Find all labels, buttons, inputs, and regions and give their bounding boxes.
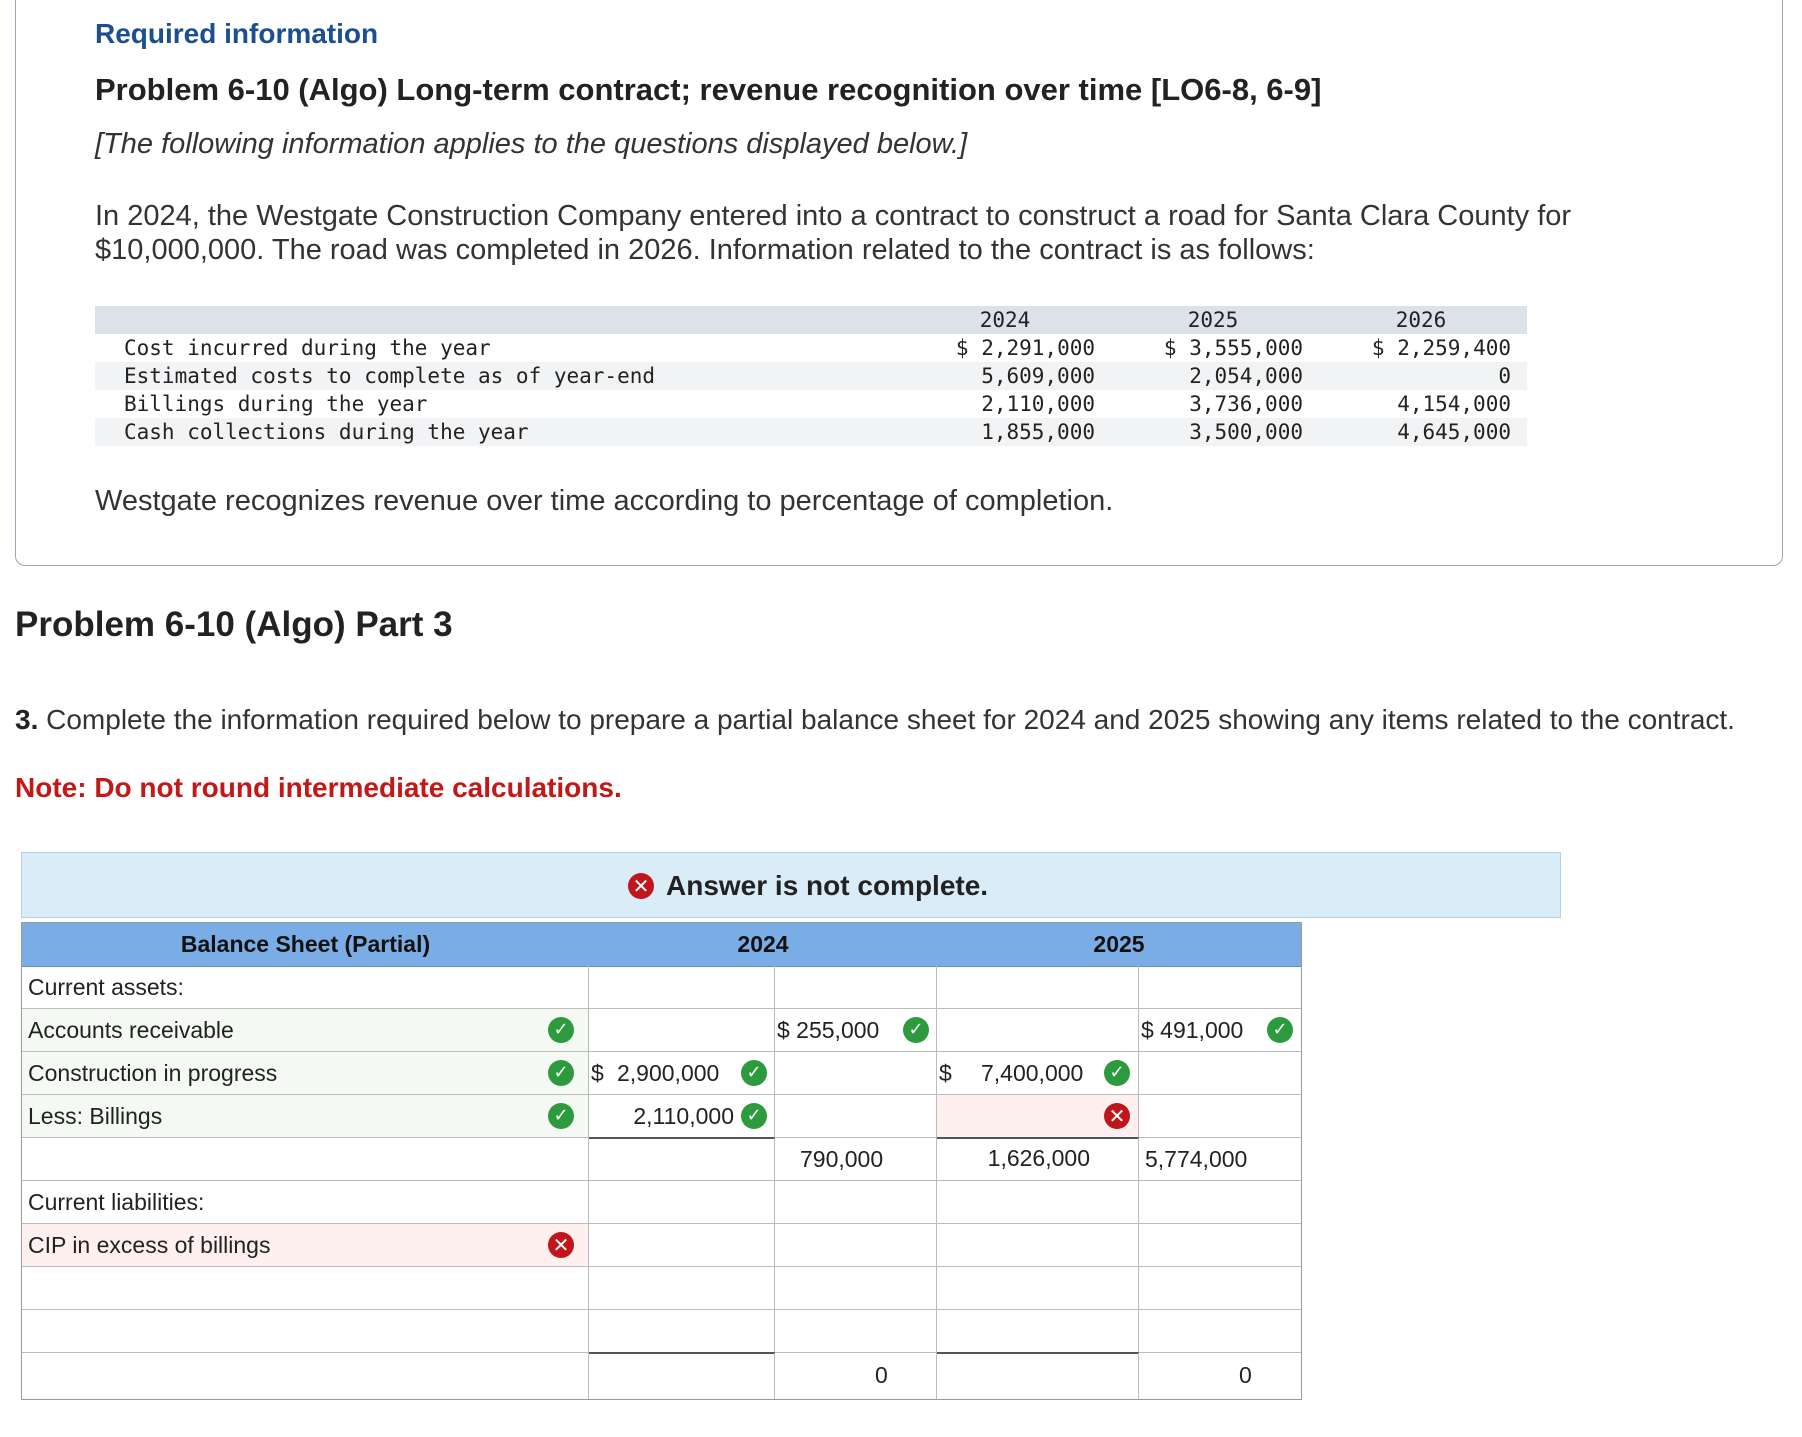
check-circle-icon: ✓ xyxy=(741,1103,767,1129)
empty-cell[interactable] xyxy=(1139,1267,1301,1310)
empty-cell xyxy=(775,1181,937,1224)
empty-cell[interactable] xyxy=(589,1267,775,1310)
question-body: Complete the information required below to prepare a partial balance sheet for 2024 and 2025 showing any items related to the contract. xyxy=(46,704,1735,735)
problem-title: Problem 6-10 (Algo) Long-term contract; revenue recognition over time [LO6-8, 6-9] xyxy=(95,72,1322,107)
cip-excess-2025-input[interactable] xyxy=(937,1224,1139,1267)
cell-value: 2,110,000 xyxy=(981,392,1095,416)
net-2024-value: 790,000 xyxy=(800,1146,884,1172)
accounts-receivable-2024-cell[interactable] xyxy=(775,1009,937,1052)
recognition-note: Westgate recognizes revenue over time according to percentage of completion. xyxy=(95,485,1114,517)
less-billings-2024-cell[interactable] xyxy=(589,1095,775,1138)
construction-in-progress-2025-cell[interactable] xyxy=(937,1052,1139,1095)
current-assets-label: Current assets: xyxy=(22,966,589,1009)
row-label: Cost incurred during the year xyxy=(124,336,491,360)
check-circle-icon: ✓ xyxy=(548,1017,574,1043)
row-label: Estimated costs to complete as of year-end xyxy=(124,364,656,388)
cell-value: 2,054,000 xyxy=(1189,364,1303,388)
less-billings-label: Less: Billings xyxy=(28,1103,163,1129)
construction-in-progress-label: Construction in progress xyxy=(28,1060,278,1086)
question-number: 3. xyxy=(15,704,39,735)
rounding-note: Note: Do not round intermediate calculations. xyxy=(15,772,622,803)
cell-value: 0 xyxy=(1498,364,1511,388)
accounts-receivable-label: Accounts receivable xyxy=(28,1017,234,1043)
contract-data-table xyxy=(95,306,1527,446)
construction-in-progress-2024-cell[interactable] xyxy=(589,1052,775,1095)
problem-intro: In 2024, the Westgate Construction Company entered into a contract to construct a road for Santa Clara County for $10,000,000. The road was completed in 2026. Information related to the contract is as follows: xyxy=(95,200,1572,266)
cell-value: 1,855,000 xyxy=(981,420,1095,444)
cell-value: $ 2,259,400 xyxy=(1371,336,1511,360)
empty-cell xyxy=(1139,966,1301,1009)
less-billings-2025-cell[interactable] xyxy=(937,1095,1139,1171)
current-liabilities-label: Current liabilities: xyxy=(22,1181,589,1224)
answer-status-banner xyxy=(21,852,1561,918)
column-header-2025: 2025 xyxy=(937,923,1301,967)
empty-cell[interactable] xyxy=(775,1267,937,1310)
empty-cell[interactable] xyxy=(589,1310,775,1353)
empty-label-cell[interactable] xyxy=(22,1353,589,1399)
empty-label-cell[interactable] xyxy=(22,1310,589,1353)
empty-label-cell[interactable] xyxy=(22,1138,589,1181)
accounts-receivable-2025-value: $ 491,000 xyxy=(1141,1017,1244,1043)
net-2025-value: 5,774,000 xyxy=(1145,1146,1248,1172)
year-header-2025: 2025 xyxy=(1187,308,1239,332)
empty-cell[interactable] xyxy=(589,1137,775,1181)
less-billings-2025-value: 1,626,000 xyxy=(987,1145,1090,1171)
empty-cell[interactable] xyxy=(1139,1224,1301,1267)
accounts-receivable-2025-cell[interactable] xyxy=(1139,1009,1301,1052)
cip-excess-row-label[interactable] xyxy=(22,1224,589,1267)
answer-status-text: Answer is not complete. xyxy=(666,870,989,901)
cip-excess-2024-input[interactable] xyxy=(589,1224,775,1267)
empty-cell[interactable] xyxy=(775,1095,937,1138)
x-circle-icon: ✕ xyxy=(1104,1103,1130,1129)
table-row xyxy=(95,390,1527,418)
check-circle-icon: ✓ xyxy=(548,1103,574,1129)
question-text xyxy=(15,703,1775,737)
cell-value: 5,609,000 xyxy=(981,364,1095,388)
construction-in-progress-2024-value: 2,900,000 xyxy=(617,1060,720,1086)
check-circle-icon: ✓ xyxy=(1104,1060,1130,1086)
empty-cell[interactable] xyxy=(1139,1052,1301,1095)
empty-cell[interactable] xyxy=(937,1009,1139,1052)
row-label: Billings during the year xyxy=(124,392,428,416)
x-circle-icon: ✕ xyxy=(548,1232,574,1258)
balance-sheet-table xyxy=(21,922,1302,1400)
dollar-sign: $ xyxy=(939,1060,952,1086)
cip-excess-label: CIP in excess of billings xyxy=(28,1232,271,1258)
accounts-receivable-2024-value: $ 255,000 xyxy=(777,1017,880,1043)
problem-applies-note: [The following information applies to the questions displayed below.] xyxy=(95,128,968,160)
construction-in-progress-row-label[interactable] xyxy=(22,1052,589,1095)
check-circle-icon: ✓ xyxy=(903,1017,929,1043)
construction-in-progress-2025-value: 7,400,000 xyxy=(981,1060,1084,1086)
balance-sheet-header-label: Balance Sheet (Partial) xyxy=(22,923,590,967)
empty-cell xyxy=(1139,1181,1301,1224)
empty-cell xyxy=(937,1181,1139,1224)
check-circle-icon: ✓ xyxy=(741,1060,767,1086)
less-billings-2024-value: 2,110,000 xyxy=(633,1103,734,1129)
empty-cell[interactable] xyxy=(1139,1310,1301,1353)
column-header-2024: 2024 xyxy=(589,923,938,967)
empty-cell[interactable] xyxy=(589,1352,775,1399)
empty-cell xyxy=(589,966,775,1009)
empty-label-cell[interactable] xyxy=(22,1267,589,1310)
check-circle-icon: ✓ xyxy=(548,1060,574,1086)
cell-value: 4,154,000 xyxy=(1397,392,1511,416)
row-label: Cash collections during the year xyxy=(124,420,529,444)
dollar-sign: $ xyxy=(591,1060,604,1086)
less-billings-row-label[interactable] xyxy=(22,1095,589,1138)
accounts-receivable-row-label[interactable] xyxy=(22,1009,589,1052)
table-row xyxy=(95,418,1527,446)
empty-cell[interactable] xyxy=(937,1310,1139,1353)
cell-value: 3,736,000 xyxy=(1189,392,1303,416)
total-2024-cell[interactable] xyxy=(775,1353,937,1399)
empty-cell[interactable] xyxy=(775,1052,937,1095)
empty-cell xyxy=(589,1181,775,1224)
check-circle-icon: ✓ xyxy=(1267,1017,1293,1043)
empty-cell[interactable] xyxy=(1139,1095,1301,1138)
required-information-heading: Required information xyxy=(95,18,379,49)
empty-cell[interactable] xyxy=(937,1267,1139,1310)
empty-cell[interactable] xyxy=(589,1009,775,1052)
table-row xyxy=(95,334,1527,362)
empty-cell xyxy=(775,966,937,1009)
total-2024-value: 0 xyxy=(875,1362,888,1388)
cell-value: 4,645,000 xyxy=(1397,420,1511,444)
cell-value: 3,500,000 xyxy=(1189,420,1303,444)
table-row xyxy=(95,362,1527,390)
year-header-2026: 2026 xyxy=(1395,308,1447,332)
empty-cell[interactable] xyxy=(937,1137,1139,1181)
empty-cell xyxy=(937,966,1139,1009)
year-header-2024: 2024 xyxy=(979,308,1031,332)
total-2025-cell[interactable] xyxy=(1139,1353,1301,1399)
net-2024-cell[interactable] xyxy=(775,1138,937,1181)
empty-cell[interactable] xyxy=(775,1224,937,1267)
empty-cell[interactable] xyxy=(937,1352,1139,1399)
cell-value: $ 2,291,000 xyxy=(955,336,1095,360)
total-2025-value: 0 xyxy=(1239,1362,1252,1388)
x-circle-icon: ✕ xyxy=(628,873,654,899)
contract-table-header xyxy=(95,306,1527,334)
empty-cell[interactable] xyxy=(775,1310,937,1353)
cell-value: $ 3,555,000 xyxy=(1163,336,1303,360)
net-2025-cell[interactable] xyxy=(1139,1138,1301,1181)
part-title: Problem 6-10 (Algo) Part 3 xyxy=(15,605,453,644)
